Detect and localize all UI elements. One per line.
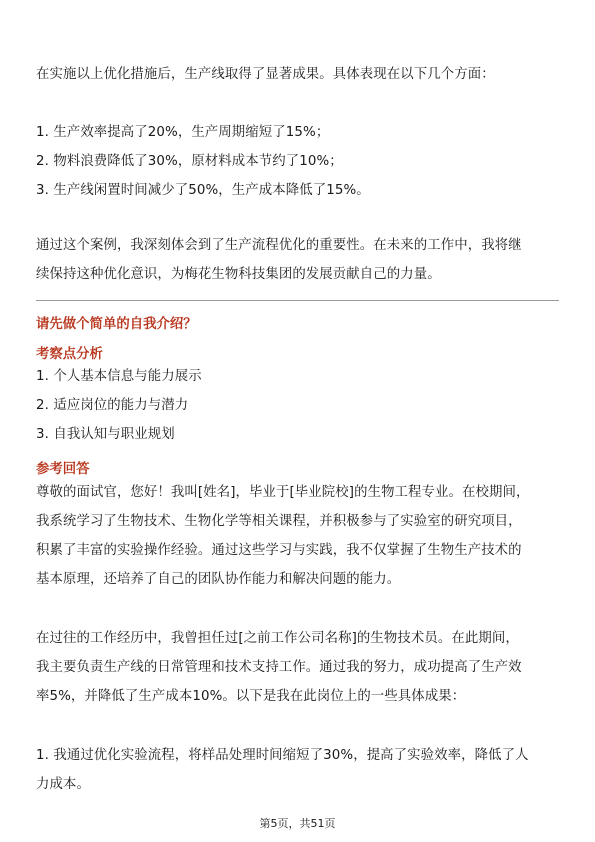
analysis-title: 考察点分析 <box>36 347 103 362</box>
conclusion-paragraph <box>36 231 561 289</box>
answer-p2-line-3: 率5%，并降低了生产成本10%。以下是我在此岗位上的一些具体成果： <box>36 689 466 704</box>
result-item-3: 3. 生产线闲置时间减少了50%，生产成本降低了15%。 <box>36 183 370 198</box>
result-item-2: 2. 物料浪费降低了30%，原材料成本节约了10%； <box>36 154 343 169</box>
intro-paragraph <box>36 60 561 89</box>
question-title: 请先做个简单的自我介绍？ <box>36 317 197 332</box>
answer-p2-line-2: 我主要负责生产线的日常管理和技术支持工作。通过我的努力，成功提高了生产效 <box>36 660 522 675</box>
conclusion-line-1: 通过这个案例，我深刻体会到了生产流程优化的重要性。在未来的工作中，我将继 <box>36 238 522 253</box>
answer-p1-line-2: 我系统学习了生物技术、生物化学等相关课程，并积极参与了实验室的研究项目， <box>36 514 522 529</box>
answer-p1-line-3: 积累了丰富的实验操作经验。通过这些学习与实践，我不仅掌握了生物生产技术的 <box>36 543 522 558</box>
analysis-item-3: 3. 自我认知与职业规划 <box>36 427 175 442</box>
conclusion-line-2: 续保持这种优化意识，为梅花生物科技集团的发展贡献自己的力量。 <box>36 267 441 282</box>
section-divider <box>36 300 559 301</box>
answer-p1-line-1: 尊敬的面试官，您好！我叫[姓名]，毕业于[毕业院校]的生物工程专业。在校期间， <box>36 485 530 500</box>
answer-p1-line-4: 基本原理，还培养了自己的团队协作能力和解决问题的能力。 <box>36 572 401 587</box>
answer-paragraph-1 <box>36 478 561 594</box>
answer-p3-line-2: 力成本。 <box>36 777 90 792</box>
answer-p2-line-1: 在过往的工作经历中，我曾担任过[之前工作公司名称]的生物技术员。在此期间， <box>36 631 519 646</box>
analysis-item-1: 1. 个人基本信息与能力展示 <box>36 369 202 384</box>
answer-paragraph-2 <box>36 624 561 711</box>
analysis-item-2: 2. 适应岗位的能力与潜力 <box>36 398 189 413</box>
answer-title: 参考回答 <box>36 462 90 477</box>
page-number-footer: 第5页，共51页 <box>259 817 336 830</box>
result-item-1: 1. 生产效率提高了20%，生产周期缩短了15%； <box>36 125 330 140</box>
answer-p3-line-1: 1. 我通过优化实验流程，将样品处理时间缩短了30%，提高了实验效率，降低了人 <box>36 748 529 763</box>
intro-line: 在实施以上优化措施后，生产线取得了显著成果。具体表现在以下几个方面： <box>36 67 495 82</box>
answer-paragraph-3 <box>36 741 561 799</box>
results-list <box>36 118 561 205</box>
analysis-list <box>36 362 561 449</box>
